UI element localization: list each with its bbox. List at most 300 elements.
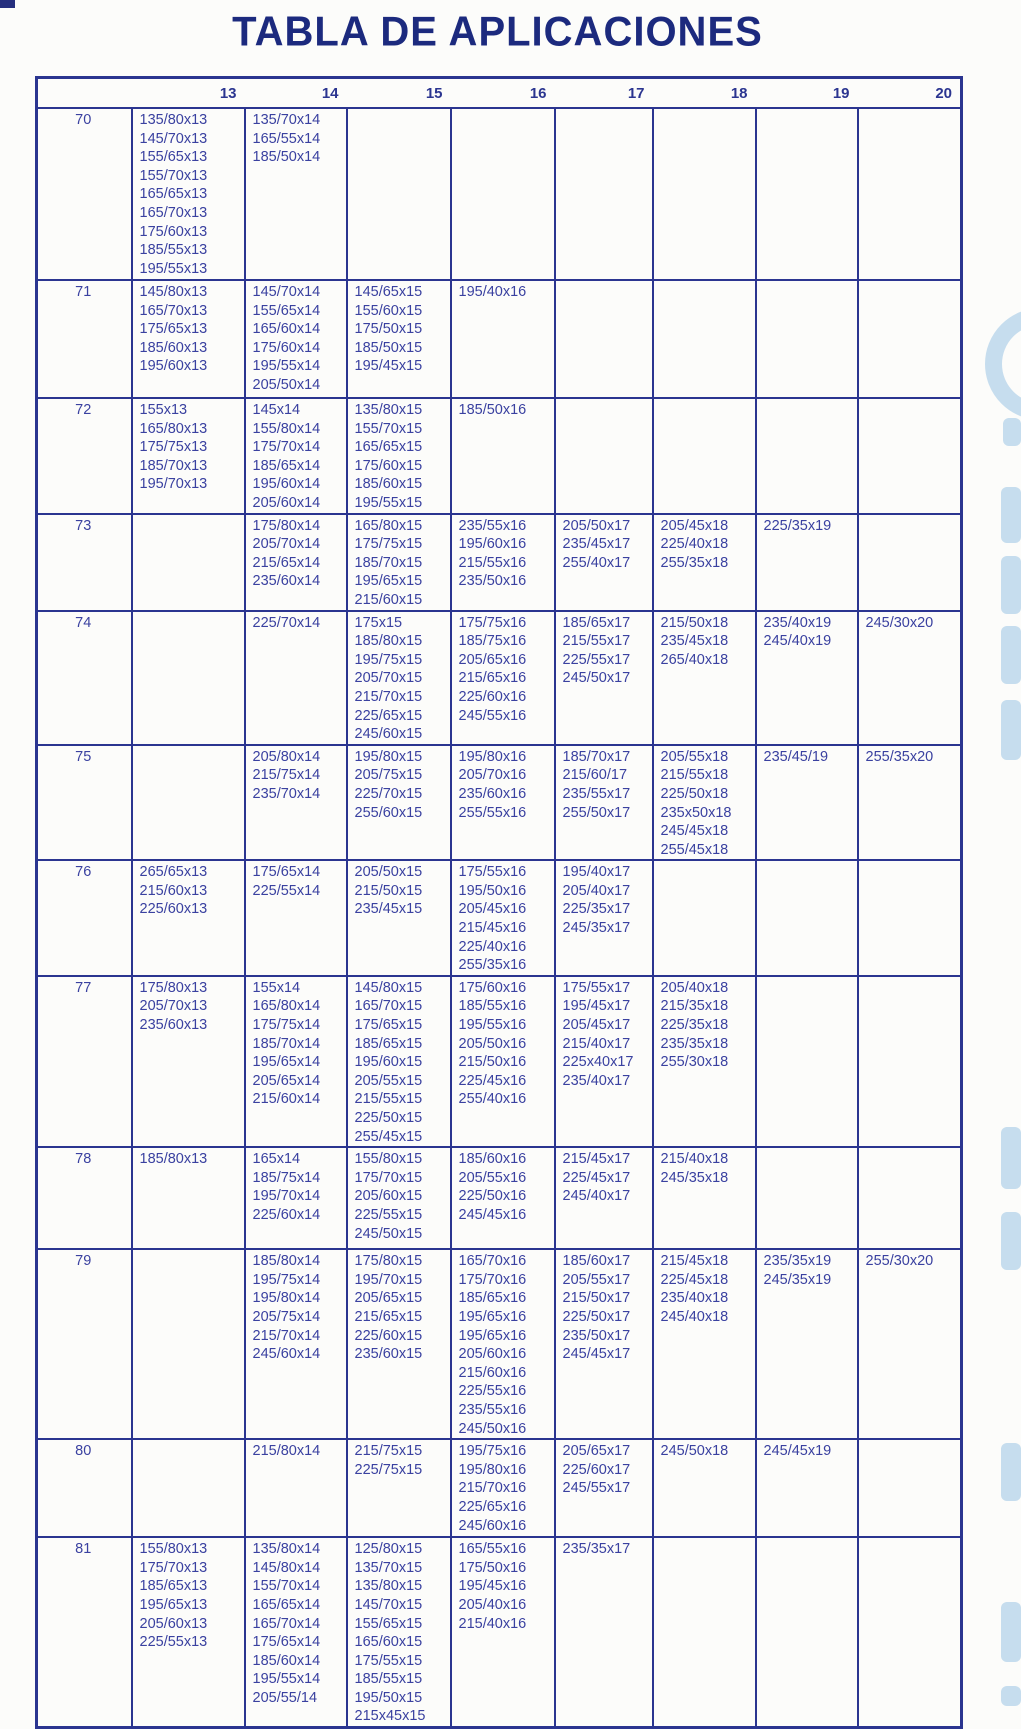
tire-size: 165/70x13 [139, 204, 208, 221]
tire-size: 135/70x15 [354, 1559, 423, 1576]
row-label-79: 79 [37, 1249, 132, 1439]
cell-70-rim18 [653, 108, 756, 280]
tire-size: 255/60x15 [354, 804, 423, 821]
tire-size: 215/65x14 [252, 554, 321, 571]
tire-size: 185/50x15 [354, 339, 423, 356]
tire-size: 145x14 [252, 402, 301, 418]
tire-size: 225/70x14 [252, 614, 321, 631]
tire-size: 165/55x16 [458, 1541, 527, 1558]
cell-75-rim17 [555, 745, 653, 861]
tire-size: 175/65x13 [139, 321, 208, 338]
tire-size: 195/70x14 [252, 1188, 321, 1205]
tire-size: 215/50x15 [354, 882, 423, 899]
tire-size: 205/65x15 [354, 1290, 423, 1307]
tire-size: 185/80x13 [139, 1151, 208, 1168]
cell-77-rim15 [347, 976, 451, 1147]
cell-79-rim13 [132, 1249, 245, 1439]
tire-size: 255/35x16 [458, 957, 527, 974]
tire-size: 195/55x15 [354, 494, 423, 511]
cell-73-rim16 [451, 514, 555, 611]
tire-size: 155x14 [252, 979, 301, 996]
header-row [37, 78, 962, 109]
tire-size: 255/40x16 [458, 1091, 527, 1108]
tire-size: 225/60x15 [354, 1327, 423, 1344]
tire-size: 215/50x16 [458, 1054, 527, 1071]
cell-77-rim17 [555, 976, 653, 1147]
tire-size: 195/75x14 [252, 1271, 321, 1288]
tire-size: 255/50x17 [562, 804, 631, 821]
tire-size: 185/80x14 [252, 1253, 321, 1270]
cell-77-rim13 [132, 976, 245, 1147]
cell-78-rim16 [451, 1147, 555, 1249]
tire-size: 145/70x14 [252, 284, 321, 300]
tire-size: 165/70x14 [252, 1615, 321, 1632]
tire-size: 185/75x16 [458, 633, 527, 650]
cell-72-rim16 [451, 398, 555, 514]
cell-71-rim15 [347, 280, 451, 398]
tire-size: 225x40x17 [562, 1054, 634, 1071]
tire-size: 135/70x14 [252, 112, 321, 128]
tire-size: 255/30x18 [660, 1054, 729, 1071]
row-label-73: 73 [37, 514, 132, 611]
tire-size: 205/60x14 [252, 494, 321, 511]
row-label-75: 75 [37, 745, 132, 861]
tire-size: 175/65x14 [252, 864, 321, 881]
tire-size: 155/60x15 [354, 302, 423, 319]
tire-size: 175/55x16 [458, 864, 527, 881]
cell-78-rim19 [756, 1147, 858, 1249]
edge-artifact [1001, 1212, 1021, 1270]
tire-size: 185/60x14 [252, 1652, 321, 1669]
tire-size: 205/45x18 [660, 517, 729, 534]
tire-size: 205/40x18 [660, 979, 729, 996]
tire-size: 245/40x19 [763, 633, 832, 650]
tire-size: 135/80x13 [139, 112, 208, 128]
tire-size: 175/75x16 [458, 614, 527, 631]
tire-size: 235/60x15 [354, 1346, 423, 1363]
edge-artifact [1001, 700, 1021, 760]
tire-size: 205/60x13 [139, 1615, 208, 1632]
cell-74-rim14 [245, 611, 347, 745]
tire-size: 195/50x16 [458, 882, 527, 899]
tire-size: 145/70x15 [354, 1596, 423, 1613]
tire-size: 185/70x17 [562, 748, 631, 765]
tire-size: 245/35x18 [660, 1169, 729, 1186]
tire-size: 195/55x14 [252, 1671, 321, 1688]
tire-size: 185/65x15 [354, 1035, 423, 1052]
column-header-16: 16 [451, 78, 555, 109]
tire-size: 205/70x14 [252, 536, 321, 553]
tire-size: 205/80x14 [252, 748, 321, 765]
tire-size: 215/70x15 [354, 688, 423, 705]
tire-size: 205/60x16 [458, 1346, 527, 1363]
tire-size: 175/55x17 [562, 979, 631, 996]
tire-size: 195/70x15 [354, 1271, 423, 1288]
cell-79-rim17 [555, 1249, 653, 1439]
tire-size: 175/60x16 [458, 979, 527, 996]
tire-size: 195/65x16 [458, 1327, 527, 1344]
tire-size: 235/35x19 [763, 1253, 832, 1270]
tire-size: 165/70x13 [139, 302, 208, 319]
cell-81-rim19 [756, 1537, 858, 1727]
tire-size: 215/45x16 [458, 920, 527, 937]
tire-size: 145/70x13 [139, 130, 208, 147]
tire-size: 215/40x18 [660, 1151, 729, 1168]
tire-size: 215/60x14 [252, 1091, 321, 1108]
tire-size: 155/65x15 [354, 1615, 423, 1632]
tire-size: 175/55x15 [354, 1652, 423, 1669]
cell-73-rim20 [858, 514, 962, 611]
cell-81-rim13 [132, 1537, 245, 1727]
cell-77-rim20 [858, 976, 962, 1147]
tire-size: 195/80x16 [458, 748, 527, 765]
cell-81-rim18 [653, 1537, 756, 1727]
row-label-78: 78 [37, 1147, 132, 1249]
tire-size: 225/45x16 [458, 1072, 527, 1089]
tire-size: 245/35x17 [562, 920, 631, 937]
tire-size: 235x50x18 [660, 804, 732, 821]
tire-size: 195/45x15 [354, 358, 423, 375]
tire-size: 255/30x20 [865, 1253, 934, 1270]
tire-size: 135/80x15 [354, 1578, 423, 1595]
cell-73-rim19 [756, 514, 858, 611]
tire-size: 205/75x15 [354, 767, 423, 784]
cell-73-rim15 [347, 514, 451, 611]
tire-size: 205/60x15 [354, 1188, 423, 1205]
tire-size: 165/65x14 [252, 1596, 321, 1613]
cell-77-rim18 [653, 976, 756, 1147]
cell-76-rim15 [347, 860, 451, 976]
tire-size: 225/55x16 [458, 1383, 527, 1400]
cell-72-rim14 [245, 398, 347, 514]
tire-size: 195/65x15 [354, 573, 423, 590]
tire-size: 155/80x13 [139, 1541, 208, 1558]
tire-size: 185/60x13 [139, 339, 208, 356]
cell-72-rim13 [132, 398, 245, 514]
cell-79-rim15 [347, 1249, 451, 1439]
tire-size: 145/80x14 [252, 1559, 321, 1576]
cell-75-rim18 [653, 745, 756, 861]
header-corner-cell [37, 78, 132, 109]
tire-size: 225/60x16 [458, 688, 527, 705]
tire-size: 175/60x14 [252, 339, 321, 356]
tire-size: 205/55/14 [252, 1689, 318, 1706]
tire-size: 255/55x16 [458, 804, 527, 821]
table-row [37, 1147, 962, 1249]
table-row [37, 108, 962, 280]
cell-75-rim14 [245, 745, 347, 861]
tire-size: 195/80x14 [252, 1290, 321, 1307]
tire-size: 205/65x17 [562, 1443, 631, 1460]
tire-size: 195/80x15 [354, 748, 423, 765]
tire-size: 205/40x16 [458, 1596, 527, 1613]
tire-size: 195/55x13 [139, 260, 208, 277]
tire-size: 225/55x17 [562, 651, 631, 668]
tire-size: 245/50x18 [660, 1443, 729, 1460]
cell-76-rim17 [555, 860, 653, 976]
cell-71-rim14 [245, 280, 347, 398]
tire-size: 225/45x17 [562, 1169, 631, 1186]
column-header-14: 14 [245, 78, 347, 109]
tire-size: 245/50x15 [354, 1225, 423, 1242]
tire-size: 245/45x18 [660, 823, 729, 840]
tire-size: 255/45x18 [660, 841, 729, 858]
tire-size: 165/60x14 [252, 321, 321, 338]
tire-size: 195/80x16 [458, 1461, 527, 1478]
tire-size: 185/75x14 [252, 1169, 321, 1186]
cell-70-rim15 [347, 108, 451, 280]
tire-size: 205/50x16 [458, 1035, 527, 1052]
tire-size: 145/80x15 [354, 979, 423, 996]
tire-size: 135/80x14 [252, 1541, 321, 1558]
tire-size: 205/50x14 [252, 376, 321, 393]
tire-size: 185/60x16 [458, 1151, 527, 1168]
edge-artifact-ring [985, 308, 1021, 420]
tire-size: 185/65x14 [252, 457, 321, 474]
tire-size: 215/60/17 [562, 767, 628, 784]
cell-80-rim15 [347, 1439, 451, 1537]
column-header-17: 17 [555, 78, 653, 109]
cell-74-rim17 [555, 611, 653, 745]
tire-size: 235/45/19 [763, 748, 829, 765]
tire-size: 215x45x15 [354, 1708, 426, 1725]
cell-79-rim16 [451, 1249, 555, 1439]
cell-71-rim17 [555, 280, 653, 398]
cell-81-rim20 [858, 1537, 962, 1727]
tire-size: 215/75x14 [252, 767, 321, 784]
tire-size: 235/55x17 [562, 785, 631, 802]
tire-size: 225/60x13 [139, 901, 208, 918]
tire-size: 165/80x13 [139, 420, 208, 437]
tire-size: 205/70x15 [354, 670, 423, 687]
tire-size: 225/60x14 [252, 1206, 321, 1223]
tire-size: 175/80x13 [139, 979, 208, 996]
tire-size: 205/75x14 [252, 1308, 321, 1325]
tire-size: 255/35x20 [865, 748, 934, 765]
table-row [37, 1249, 962, 1439]
tire-size: 215/70x14 [252, 1327, 321, 1344]
tire-size: 155/80x14 [252, 420, 321, 437]
tire-size: 195/40x17 [562, 864, 631, 881]
tire-size: 225/50x16 [458, 1188, 527, 1205]
tire-size: 265/65x13 [139, 864, 208, 881]
tire-size: 185/55x16 [458, 998, 527, 1015]
cell-70-rim13 [132, 108, 245, 280]
tire-size: 225/40x16 [458, 938, 527, 955]
tire-size: 195/45x17 [562, 998, 631, 1015]
table-row [37, 1439, 962, 1537]
cell-77-rim16 [451, 976, 555, 1147]
tire-size: 175/65x15 [354, 1017, 423, 1034]
cell-80-rim20 [858, 1439, 962, 1537]
tire-size: 145/80x13 [139, 284, 208, 300]
cell-77-rim14 [245, 976, 347, 1147]
tire-size: 205/50x17 [562, 517, 631, 534]
tire-size: 205/70x13 [139, 998, 208, 1015]
tire-size: 175/70x13 [139, 1559, 208, 1576]
cell-74-rim19 [756, 611, 858, 745]
tire-size: 185/55x13 [139, 242, 208, 259]
tire-size: 165/55x14 [252, 130, 321, 147]
tire-size: 225/55x14 [252, 882, 321, 899]
tire-size: 165/70x16 [458, 1253, 527, 1270]
cell-73-rim13 [132, 514, 245, 611]
tire-size: 175/65x14 [252, 1634, 321, 1651]
tire-size: 225/70x15 [354, 785, 423, 802]
tire-size: 205/40x17 [562, 882, 631, 899]
cell-72-rim18 [653, 398, 756, 514]
tire-size: 235/60x14 [252, 573, 321, 590]
tire-size: 235/50x17 [562, 1327, 631, 1344]
cell-80-rim19 [756, 1439, 858, 1537]
cell-76-rim16 [451, 860, 555, 976]
tire-size: 165/60x15 [354, 1634, 423, 1651]
cell-73-rim18 [653, 514, 756, 611]
tire-size: 225/40x18 [660, 536, 729, 553]
tire-size: 155/65x13 [139, 149, 208, 166]
cell-73-rim17 [555, 514, 653, 611]
tire-size: 225/65x16 [458, 1498, 527, 1515]
tire-size: 235/60x13 [139, 1017, 208, 1034]
tire-size: 165/80x15 [354, 517, 423, 534]
tire-size: 245/60x14 [252, 1346, 321, 1363]
tire-size: 245/50x16 [458, 1420, 527, 1437]
tire-size: 245/55x17 [562, 1480, 631, 1497]
row-label-72: 72 [37, 398, 132, 514]
row-label-71: 71 [37, 280, 132, 398]
tire-size: 235/45x15 [354, 901, 423, 918]
row-label-81: 81 [37, 1537, 132, 1727]
column-header-13: 13 [132, 78, 245, 109]
tire-size: 215/70x16 [458, 1480, 527, 1497]
tire-size: 245/45x16 [458, 1206, 527, 1223]
cell-74-rim16 [451, 611, 555, 745]
tire-size: 205/55x15 [354, 1072, 423, 1089]
tire-size: 235/40x18 [660, 1290, 729, 1307]
cell-78-rim17 [555, 1147, 653, 1249]
tire-size: 195/75x15 [354, 651, 423, 668]
tire-size: 195/60x14 [252, 476, 321, 493]
tire-size: 215/50x18 [660, 614, 729, 631]
cell-70-rim16 [451, 108, 555, 280]
row-label-70: 70 [37, 108, 132, 280]
tire-size: 225/35x17 [562, 901, 631, 918]
cell-71-rim19 [756, 280, 858, 398]
tire-size: 235/55x16 [458, 517, 527, 534]
tire-size: 155/70x15 [354, 420, 423, 437]
tire-size: 215/60x16 [458, 1364, 527, 1381]
table-row [37, 280, 962, 398]
edge-artifact [1001, 1602, 1021, 1662]
cell-76-rim13 [132, 860, 245, 976]
tire-size: 215/55x16 [458, 554, 527, 571]
tire-size: 185/60x17 [562, 1253, 631, 1270]
applications-table [35, 76, 963, 1729]
tire-size: 225/35x18 [660, 1017, 729, 1034]
tire-size: 195/60x16 [458, 536, 527, 553]
cell-78-rim13 [132, 1147, 245, 1249]
tire-size: 185/50x16 [458, 402, 527, 418]
edge-artifact [1001, 1443, 1021, 1501]
tire-size: 255/45x15 [354, 1128, 423, 1145]
tire-size: 185/70x14 [252, 1035, 321, 1052]
table-row [37, 611, 962, 745]
tire-size: 215/35x18 [660, 998, 729, 1015]
row-label-80: 80 [37, 1439, 132, 1537]
tire-size: 185/50x14 [252, 149, 321, 166]
tire-size: 245/30x20 [865, 614, 934, 631]
cell-72-rim17 [555, 398, 653, 514]
table-body [37, 108, 962, 1728]
edge-artifact [1001, 1127, 1021, 1189]
cell-71-rim13 [132, 280, 245, 398]
table-row [37, 745, 962, 861]
table-row [37, 1537, 962, 1727]
cell-71-rim16 [451, 280, 555, 398]
tire-size: 225/35x19 [763, 517, 832, 534]
cell-80-rim17 [555, 1439, 653, 1537]
tire-size: 235/40x19 [763, 614, 832, 631]
page-title: TABLA DE APLICACIONES [232, 8, 763, 56]
tire-size: 165/65x13 [139, 186, 208, 203]
cell-80-rim18 [653, 1439, 756, 1537]
tire-size: 225/60x17 [562, 1461, 631, 1478]
tire-size: 215/80x14 [252, 1443, 321, 1460]
tire-size: 185/55x15 [354, 1671, 423, 1688]
edge-artifact [1001, 626, 1021, 684]
tire-size: 235/40x17 [562, 1072, 631, 1089]
cell-71-rim18 [653, 280, 756, 398]
tire-size: 185/65x17 [562, 614, 631, 631]
tire-size: 195/40x16 [458, 284, 527, 300]
tire-size: 175/80x15 [354, 1253, 423, 1270]
cell-73-rim14 [245, 514, 347, 611]
tire-size: 155/80x15 [354, 1151, 423, 1168]
tire-size: 215/60x15 [354, 591, 423, 608]
tire-size: 225/55x13 [139, 1634, 208, 1651]
tire-size: 215/75x15 [354, 1443, 423, 1460]
cell-81-rim17 [555, 1537, 653, 1727]
tire-size: 155/70x13 [139, 167, 208, 184]
cell-71-rim20 [858, 280, 962, 398]
row-label-74: 74 [37, 611, 132, 745]
tire-size: 235/55x16 [458, 1401, 527, 1418]
tire-size: 185/80x15 [354, 633, 423, 650]
tire-size: 185/65x16 [458, 1290, 527, 1307]
tire-size: 245/50x17 [562, 670, 631, 687]
column-header-19: 19 [756, 78, 858, 109]
column-header-20: 20 [858, 78, 962, 109]
tire-size: 205/55x17 [562, 1271, 631, 1288]
tire-size: 255/40x17 [562, 554, 631, 571]
tire-size: 215/55x17 [562, 633, 631, 650]
tire-size: 215/45x17 [562, 1151, 631, 1168]
tire-size: 225/55x15 [354, 1206, 423, 1223]
tire-size: 195/75x16 [458, 1443, 527, 1460]
tire-size: 215/45x18 [660, 1253, 729, 1270]
tire-size: 245/55x16 [458, 707, 527, 724]
tire-size: 215/50x17 [562, 1290, 631, 1307]
cell-74-rim15 [347, 611, 451, 745]
tire-size: 225/65x15 [354, 707, 423, 724]
tire-size: 225/50x17 [562, 1308, 631, 1325]
cell-78-rim15 [347, 1147, 451, 1249]
tire-size: 195/60x15 [354, 1054, 423, 1071]
table-row [37, 860, 962, 976]
cell-75-rim19 [756, 745, 858, 861]
tire-size: 235/45x18 [660, 633, 729, 650]
cell-72-rim19 [756, 398, 858, 514]
